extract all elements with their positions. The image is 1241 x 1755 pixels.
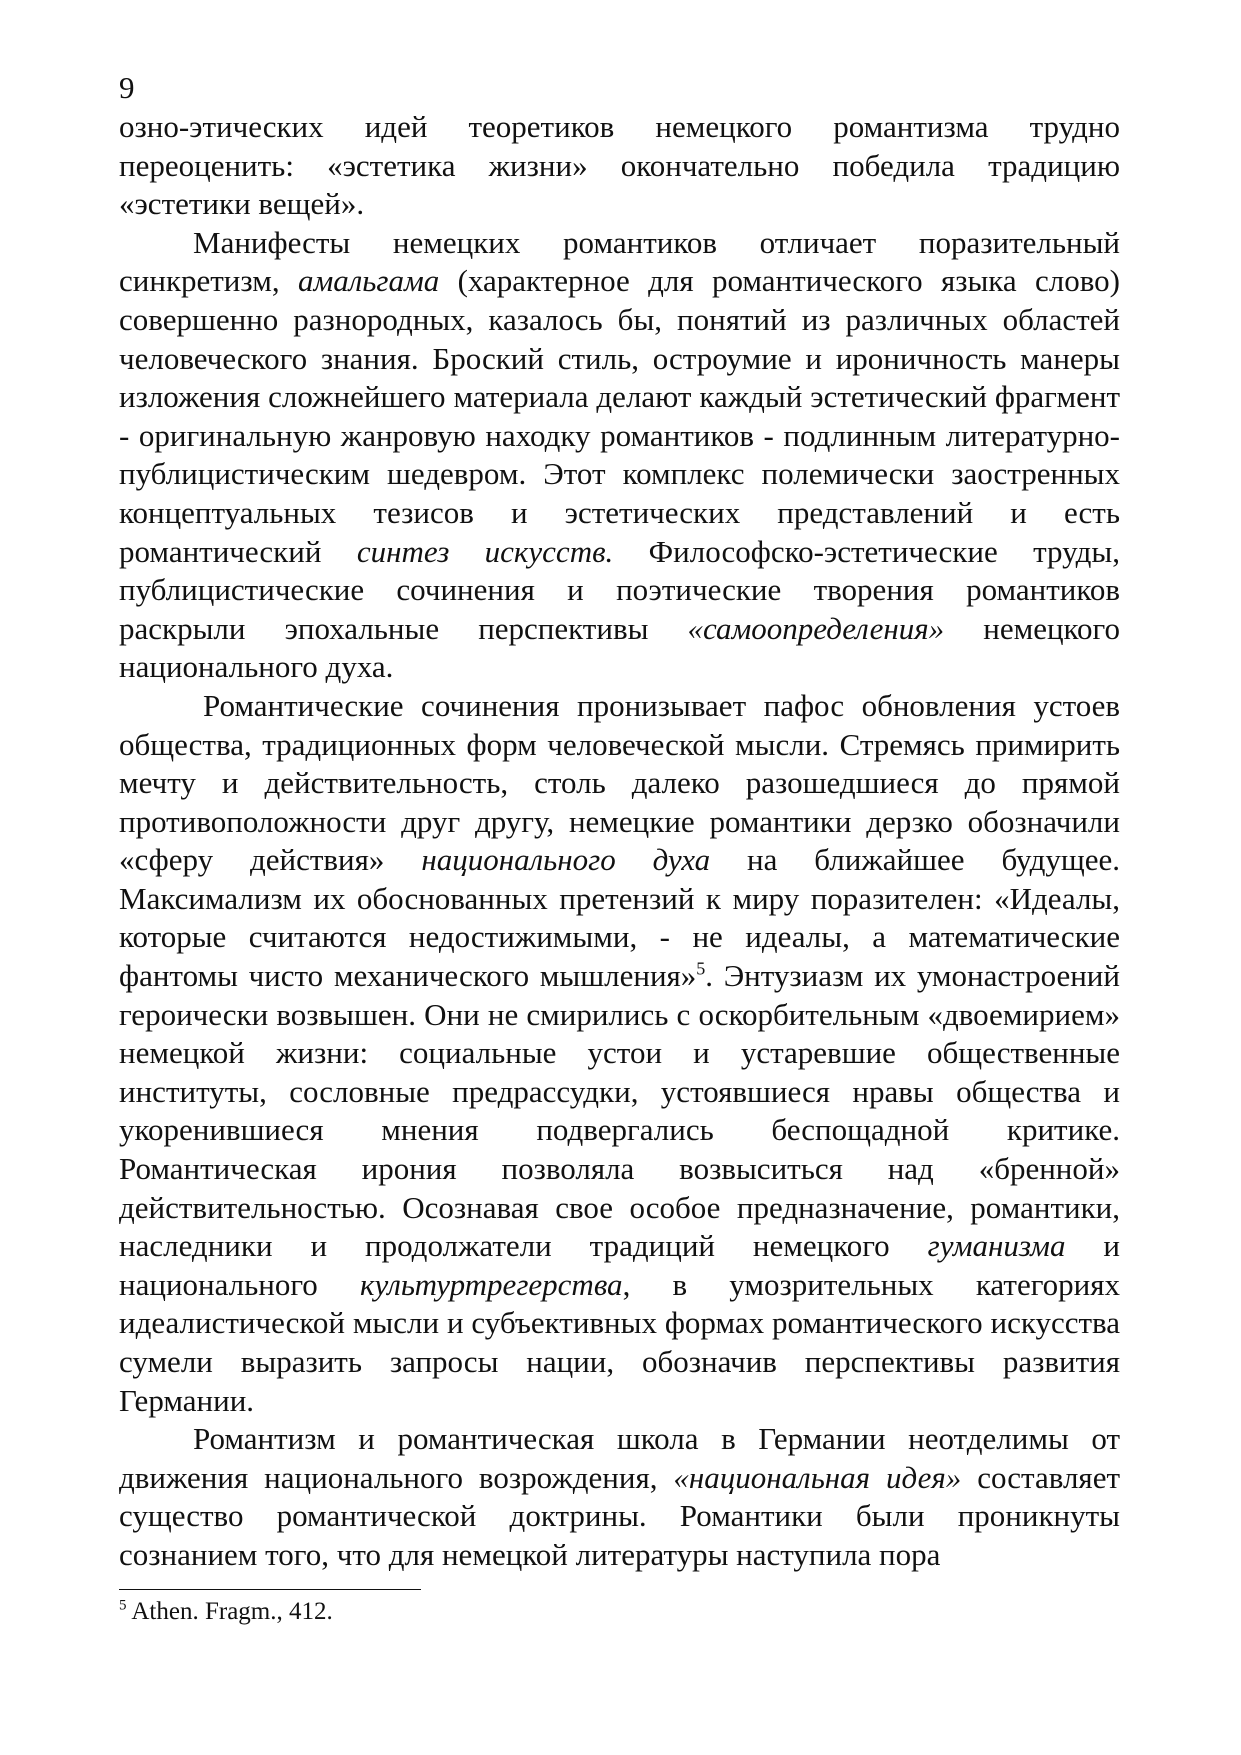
footnote: [119, 1597, 333, 1627]
italic-term: «самоопределения»: [687, 610, 945, 646]
italic-term: национального духа: [421, 842, 711, 878]
paragraph-text: Романтические сочинения пронизывает пафос обновления устоев общества, традиционных форм человеческой мысли. Стремясь примирить мечту и действительность, столь далеко разошедшиеся до прямой противоположности друг другу, немецкие романтики дерзко обозначили «сферу действия»: [119, 687, 1120, 878]
footnote-divider: [119, 1589, 421, 1590]
paragraph-text: Философско-эстетические труды, публицистические сочинения и поэтические творения романтиков раскрыли эпохальные перспективы: [119, 533, 1120, 646]
paragraph-text: немецкого национального духа.: [119, 610, 1120, 685]
paragraph-text: (характерное для романтического языка слово) совершенно разнородных, казалось бы, понятий из различных областей человеческого знания. Броский стиль, остроумие и ироничность манеры изложения сложнейшего материала делают каждый эстетический фрагмент - оригинальную жанровую находку романтиков - подлинным литературно-публицистическим шедевром. Этот комплекс полемически заостренных концептуальных тезисов и эстетических представлений и есть романтический: [119, 263, 1120, 569]
footnote-text: Athen. Fragm., 412.: [126, 1598, 333, 1625]
page-body: [119, 70, 1120, 1575]
page-number: 9: [119, 70, 135, 105]
footnote-reference[interactable]: 5: [696, 958, 706, 979]
paragraph-4: [119, 1420, 1120, 1574]
paragraph-1: [119, 108, 1120, 224]
italic-term: культуртрегерства: [359, 1266, 623, 1302]
italic-term: гуманизма: [927, 1228, 1066, 1264]
paragraph-2: [119, 224, 1120, 687]
paragraph-text: . Энтузиазм их умонастроений героически возвышен. Они не смирились с оскорбительным «двоемирием» немецкой жизни: социальные устои и устаревшие общественные институты, сословные предрассудки, устоявшиеся нравы общества и укоренившиеся мнения подвергались беспощадной критике. Романтическая ирония позволяла возвыситься над «бренной» действительностью. Осознавая свое особое предназначение, романтики, наследники и продолжатели традиций немецкого: [119, 958, 1120, 1264]
paragraph-3: [119, 687, 1120, 1420]
paragraph-text: , в умозрительных категориях идеалистической мысли и субъективных формах романтического искусства сумели выразить запросы нации, обозначив перспективы развития Германии.: [119, 1266, 1120, 1418]
paragraph-text: составляет существо романтической доктрины. Романтики были проникнуты сознанием того, что для немецкой литературы наступила пора: [119, 1459, 1120, 1572]
italic-term: «национальная идея»: [673, 1459, 962, 1495]
italic-term: синтез искусств.: [356, 533, 614, 569]
paragraph-text: Романтизм и романтическая школа в Германии неотделимы от движения национального возрождения,: [119, 1421, 1120, 1495]
paragraph-text: озно-этических идей теоретиков немецкого романтизма трудно переоценить: «эстетика жизни» окончательно победила традицию «эстетики вещей».: [119, 109, 1120, 222]
footnote-number: 5: [119, 1597, 127, 1614]
paragraph-text: и национального: [119, 1228, 1120, 1302]
paragraph-text: на ближайшее будущее. Максимализм их обоснованных претензий к миру поразителен: «Идеалы, которые считаются недостижимыми, - не идеалы, а математические фантомы чисто механического мышления»: [119, 842, 1120, 994]
paragraph-text: Манифесты немецких романтиков отличает поразительный синкретизм,: [119, 224, 1120, 299]
italic-term: амальгама: [297, 263, 440, 299]
